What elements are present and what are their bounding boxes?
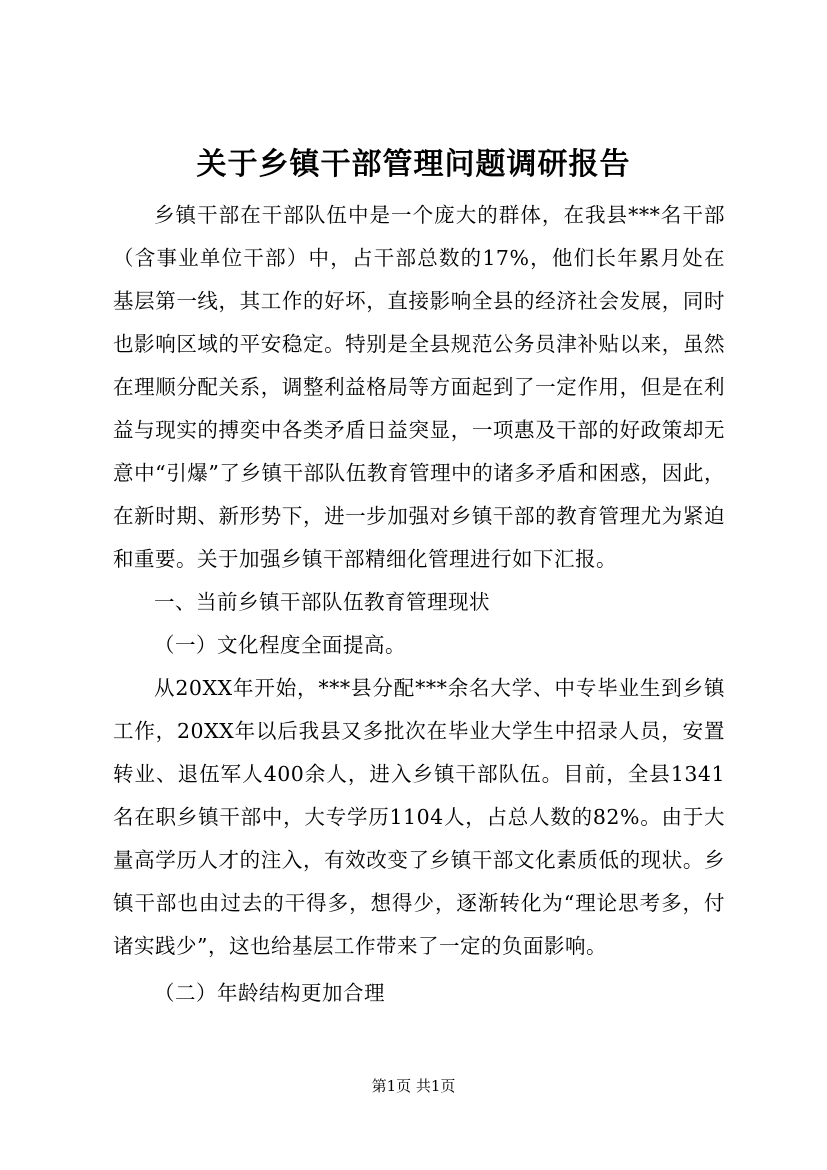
subsection-heading-2: （二）年龄结构更加合理 [154,981,385,1005]
document-title: 关于乡镇干部管理问题调研报告 [196,147,631,182]
document-body [113,194,725,1015]
section-heading-1: 一、当前乡镇干部队伍教育管理现状 [154,590,490,614]
subsection-heading-1: （一）文化程度全面提高。 [154,633,406,657]
intro-paragraph: 乡镇干部在干部队伍中是一个庞大的群体，在我县***名干部（含事业单位干部）中，占干部总数的17%，他们长年累月处在基层第一线，其工作的好坏，直接影响全县的经济社会发展，同时也影响区域的平安稳定。特别是全县规范公务员津补贴以来，虽然在理顺分配关系，调整利益格局等方面起到了一定作用，但是在利益与现实的搏奕中各类矛盾日益突显，一项惠及干部的好政策却无意中“引爆”了乡镇干部队伍教育管理中的诸多矛盾和困惑，因此，在新时期、新形势下，进一步加强对乡镇干部的教育管理尤为紧迫和重要。关于加强乡镇干部精细化管理进行如下汇报。 [113,203,725,571]
page-footer: 第1页 共1页 [371,1077,456,1095]
subsection-paragraph-1: 从20XX年开始，***县分配***余名大学、中专毕业生到乡镇工作，20XX年以后我县又多批次在毕业大学生中招录人员，安置转业、退伍军人400余人，进入乡镇干部队伍。目前，全县1341名在职乡镇干部中，大专学历1104人，占总人数的82%。由于大量高学历人才的注入，有效改变了乡镇干部文化素质低的现状。乡镇干部也由过去的干得多，想得少，逐渐转化为“理论思考多，付诸实践少”，这也给基层工作带来了一定的负面影响。 [113,676,725,958]
